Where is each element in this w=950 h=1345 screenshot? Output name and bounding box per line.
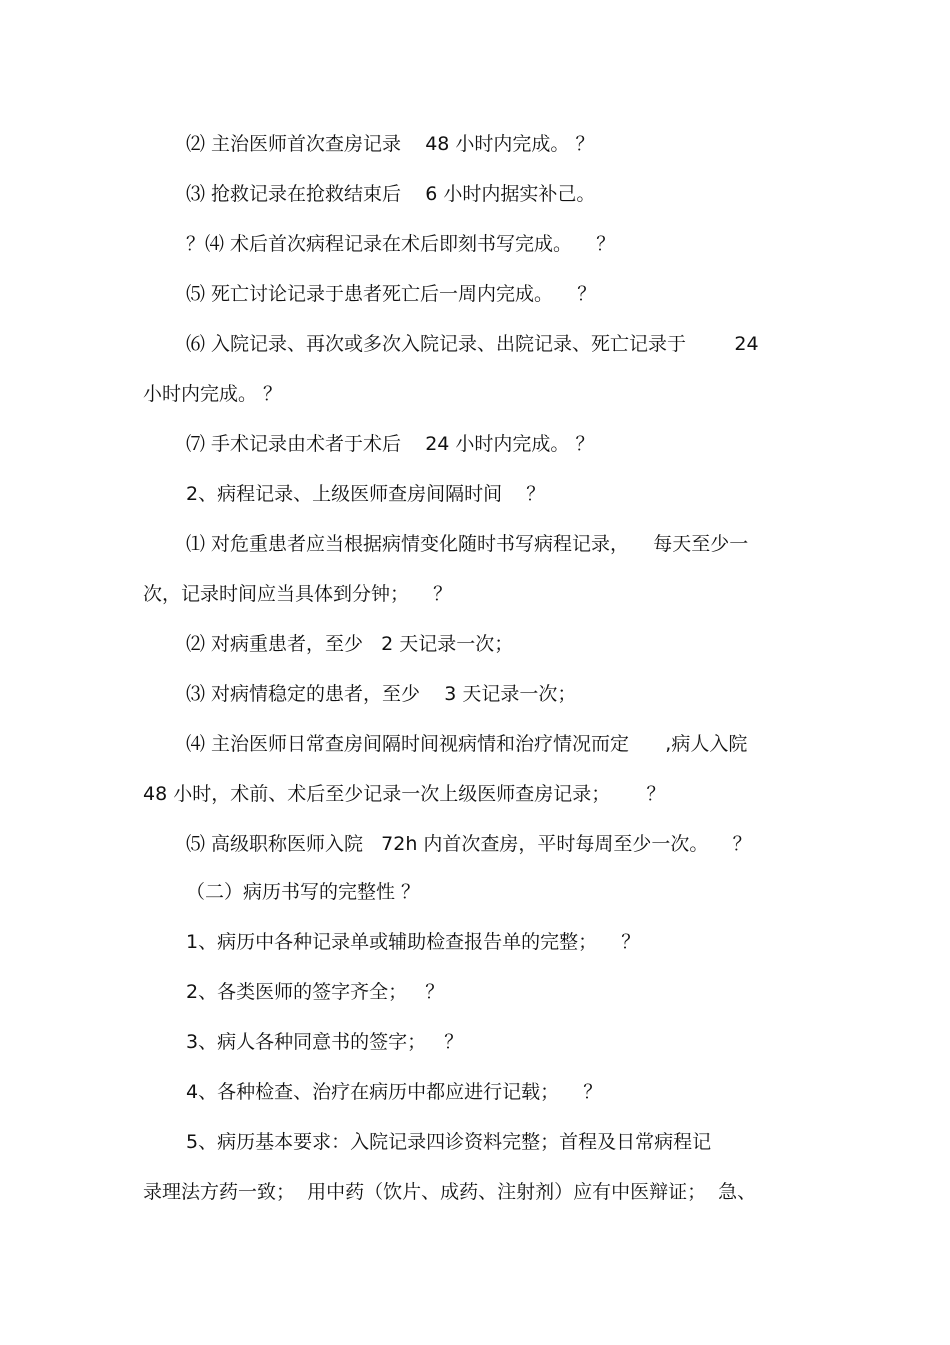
text-line: ⑺ 手术记录由术者于术后 24 小时内完成。 ？ <box>186 433 595 455</box>
section-heading: 2、病程记录、上级医师查房间隔时间 ？ <box>186 483 546 505</box>
text-line: 5、病历基本要求：入院记录四诊资料完整；首程及日常病程记 <box>186 1131 712 1153</box>
text-line: 1、病历中各种记录单或辅助检查报告单的完整； ？ <box>186 931 641 953</box>
text-line: 3、病人各种同意书的签字； ？ <box>186 1031 464 1053</box>
text-line: ⑴ 对危重患者应当根据病情变化随时书写病程记录， 每天至少一 <box>186 533 749 555</box>
text-line: 4、各种检查、治疗在病历中都应进行记载； ？ <box>186 1081 603 1103</box>
text-line: ⑶ 对病情稳定的患者，至少 3 天记录一次； <box>186 683 577 705</box>
text-line: ⑶ 抢救记录在抢救结束后 6 小时内据实补己。 <box>186 183 596 205</box>
section-heading: （二）病历书写的完整性 ？ <box>186 881 421 903</box>
text-line: ⑹ 入院记录、再次或多次入院记录、出院记录、死亡记录于 24 <box>186 333 759 355</box>
text-line: ⑵ 主治医师首次查房记录 48 小时内完成。 ？ <box>186 133 595 155</box>
text-line: ⑸ 死亡讨论记录于患者死亡后一周内完成。 ？ <box>186 283 597 305</box>
text-line: 次，记录时间应当具体到分钟； ？ <box>143 583 453 605</box>
text-line: 小时内完成。 ？ <box>143 383 283 405</box>
text-line: ⑷ 主治医师日常查房间隔时间视病情和治疗情况而定 ,病人入院 <box>186 733 748 755</box>
text-line: ⑸ 高级职称医师入院 72h 内首次查房，平时每周至少一次。 ？ <box>186 833 752 855</box>
text-line: ⑵ 对病重患者，至少 2 天记录一次； <box>186 633 514 655</box>
text-line: 2、各类医师的签字齐全； ？ <box>186 981 445 1003</box>
text-line: 48 小时，术前、术后至少记录一次上级医师查房记录； ？ <box>143 783 666 805</box>
text-line: 录理法方药一致； 用中药（饮片、成药、注射剂）应有中医辩证； 急、 <box>143 1181 757 1203</box>
text-line: ？⑷ 术后首次病程记录在术后即刻书写完成。 ？ <box>186 233 616 255</box>
